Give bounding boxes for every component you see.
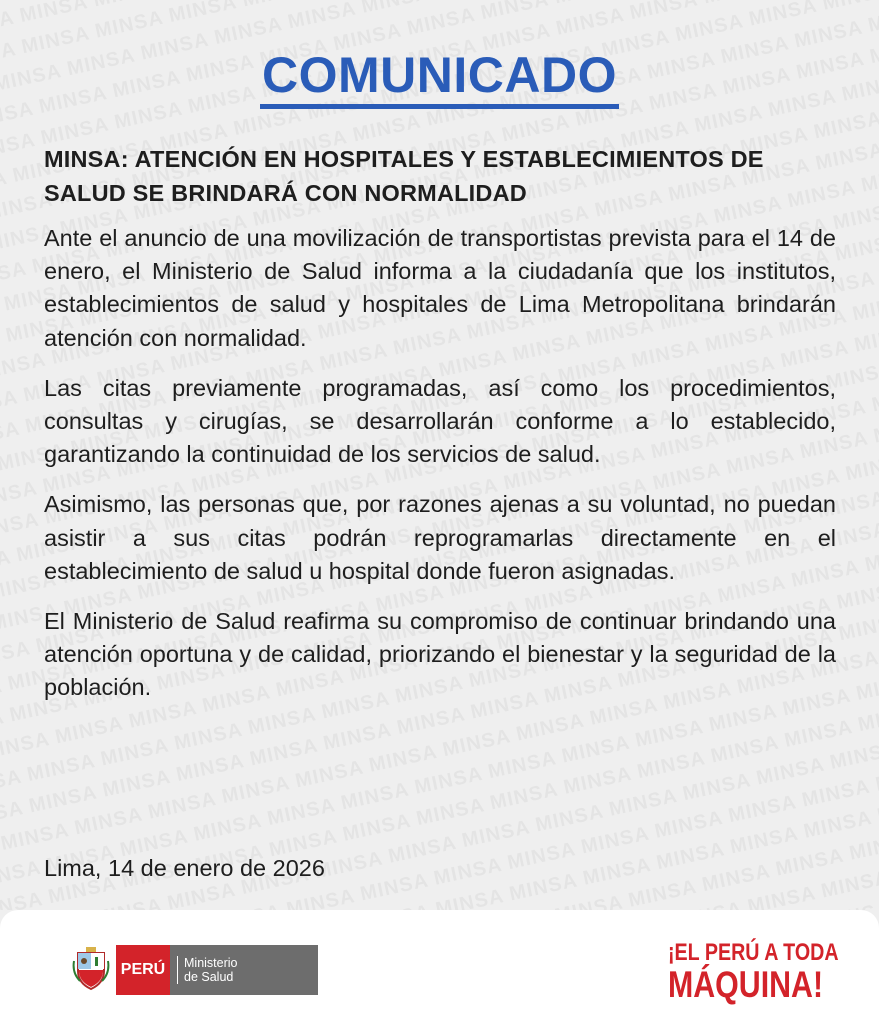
slogan-line2: MÁQUINA! — [668, 964, 824, 1005]
title-text: COMUNICADO — [260, 46, 619, 109]
ministry-logo-line2: de Salud — [184, 970, 234, 984]
date-line: Lima, 14 de enero de 2026 — [44, 855, 325, 881]
paragraph: Asimismo, las personas que, por razones ajenas a su voluntad, no puedan asistir a sus citas podrán reprogramarlas directamente en el establecimiento de salud u hospital donde fueron asignadas. — [44, 491, 836, 584]
paragraph: Ante el anuncio de una movilización de transportistas prevista para el 14 de enero, el Ministerio de Salud informa a la ciudadanía que los institutos, establecimientos de salud y hospitales de Lima Metropolitana brindarán atención con normalidad. — [44, 225, 836, 351]
slogan — [668, 939, 839, 1005]
watermark-row — [0, 770, 879, 910]
ministry-logo — [170, 945, 318, 995]
watermark-row — [0, 0, 879, 254]
footer — [0, 910, 879, 1024]
watermark-row — [0, 891, 879, 910]
headline: MINSA: ATENCIÓN EN HOSPITALES Y ESTABLECIMIENTOS DE SALUD SE BRINDARÁ CON NORMALIDAD — [44, 146, 764, 206]
coat-of-arms-icon — [72, 947, 110, 991]
page-title — [0, 46, 879, 109]
paragraph: Las citas previamente programadas, así como los procedimientos, consultas y cirugías, se desarrollarán conforme a lo establecido, garantizando la continuidad de los servicios de salud. — [44, 374, 836, 468]
watermark-row — [0, 0, 879, 50]
body-text — [44, 222, 836, 722]
ministry-logo-line1: Ministerio — [184, 956, 238, 970]
paragraph: El Ministerio de Salud reafirma su compromiso de continuar brindando una atención oportuna y de calidad, priorizando el bienestar y la seguridad de la población. — [44, 608, 836, 701]
slogan-line1: ¡EL PERÚ A TODA — [668, 939, 839, 966]
peru-logo: PERÚ — [116, 945, 170, 995]
